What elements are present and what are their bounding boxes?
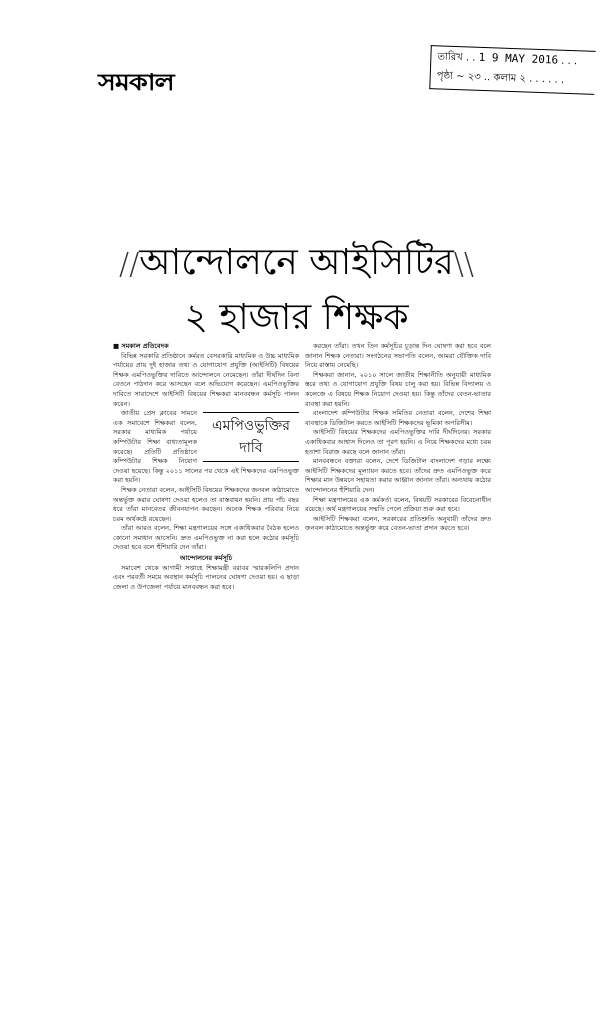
article-column-2: [305, 342, 491, 534]
stamp-column-value: ২: [519, 73, 527, 85]
article-column-1: [113, 342, 299, 592]
stamp-page-value: ২৩: [467, 71, 481, 83]
paragraph: শিক্ষা মন্ত্রণালয়ের এক কর্মকর্তা বলেন, বিষয়টি সরকারের বিবেচনাধীন রয়েছে। অর্থ মন্ত্রণালয়ের সম্মতি পেলে প্রক্রিয়া শুরু করা হবে।: [305, 495, 491, 514]
pull-quote: [203, 412, 299, 462]
paragraph: সমাবেশ থেকে আগামী সপ্তাহে শিক্ষামন্ত্রী বরাবর স্মারকলিপি প্রদান এবং পরবর্তী সময়ে অবস্থান কর্মসূচি পালনের ঘোষণা দেওয়া হয়। এ ছাড়া জেলা ও উপজেলা পর্যায়ে মানববন্ধন করা হবে।: [113, 563, 299, 591]
paragraph: বিভিন্ন সরকারি প্রতিষ্ঠানে কর্মরত বেসরকারি মাধ্যমিক ও উচ্চ মাধ্যমিক পর্যায়ের প্রায় দুই হাজার তথ্য ও যোগাযোগ প্রযুক্তি (আইসিটি) বিষয়ের শিক্ষক এমপিওভুক্তির দাবিতে আন্দোলনে নেমেছেন। তাঁরা দীর্ঘদিন বিনা বেতনে পাঠদান করে আসছেন বলে অভিযোগ করেছেন। এমপিওভুক্তির দাবিতে সারাদেশে আইসিটি বিষয়ের শিক্ষকরা মানববন্ধন কর্মসূচি পালন করেন।: [113, 351, 299, 408]
highlight-mark-right: \\: [453, 247, 474, 282]
highlight-mark-left: //: [119, 247, 140, 282]
paragraph: মানববন্ধনে বক্তারা বলেন, দেশে ডিজিটাল বাংলাদেশ গড়ার লক্ষ্যে আইসিটি শিক্ষকদের মূল্যায়ন করতে হবে। তাঁদের দ্রুত এমপিওভুক্ত করে শিক্ষার মান উন্নয়নে সহায়তা করার আহ্বান জানান তাঁরা। অন্যথায় কঠোর আন্দোলনের হুঁশিয়ারি দেন।: [305, 457, 491, 494]
stamp-date-value: 1 9 MAY 2016: [478, 50, 559, 67]
date-stamp: [429, 45, 595, 95]
stamp-column-label: কলাম: [493, 72, 517, 85]
paragraph: আইসিটি বিষয়ের শিক্ষকদের এমপিওভুক্তির দাবি দীর্ঘদিনের। সরকার একাধিকবার আশ্বাস দিলেও তা পূরণ হয়নি। এ নিয়ে শিক্ষকদের মধ্যে চরম হতাশা বিরাজ করছে বলে জানান তাঁরা।: [305, 428, 491, 456]
paragraph: আইসিটি শিক্ষকরা বলেন, সরকারের প্রতিশ্রুতি অনুযায়ী তাঁদের দ্রুত জনবল কাঠামোতে অন্তর্ভুক্ত করে বেতন-ভাতা প্রদান করতে হবে।: [305, 514, 491, 533]
pull-quote-line-2: দাবি: [239, 440, 263, 457]
headline-line-2: ২ হাজার শিক্ষক: [184, 297, 409, 338]
paragraph: করছেন তাঁরা। তখন তিন কর্মসূচির চূড়ান্ত দিন ঘোষণা করা হবে বলে জানান শিক্ষক নেতারা। সংগঠনের সভাপতি বলেন, আমরা যৌক্তিক দাবি নিয়ে রাস্তায় নেমেছি।: [305, 342, 491, 370]
paragraph: জাতীয় প্রেস ক্লাবের সামনে এক সমাবেশে শিক্ষকরা বলেন, সরকার মাধ্যমিক পর্যায়ে কম্পিউটার শিক্ষা বাধ্যতামূলক করেছে। প্রতিটি প্রতিষ্ঠানে কম্পিউটার শিক্ষক নিয়োগ দেওয়া হয়েছে। কিন্তু ২০১১ সালের পর থেকে এই শিক্ষকদের এমপিওভুক্ত করা হয়নি।: [113, 409, 299, 485]
paragraph: শিক্ষকরা জানান, ২০১০ সালে জাতীয় শিক্ষানীতি অনুযায়ী মাধ্যমিক স্তরে তথ্য ও যোগাযোগ প্রযুক্তি বিষয় চালু করা হয়। বিভিন্ন বিদ্যালয় ও কলেজে এ বিষয়ে শিক্ষক নিয়োগ দেওয়া হয়। কিন্তু তাঁদের বেতন-ভাতার ব্যবস্থা করা হয়নি।: [305, 370, 491, 408]
stamp-date-label: তারিখ: [437, 51, 463, 64]
paragraph: শিক্ষক নেতারা বলেন, আইসিটি বিষয়ের শিক্ষকদের জনবল কাঠামোতে অন্তর্ভুক্ত করার ঘোষণা দেওয়া হলেও তা বাস্তবায়ন হয়নি। প্রায় পাঁচ বছর ধরে তাঁরা মানবেতর জীবনযাপন করছেন। অনেক শিক্ষক পরিবার নিয়ে চরম অর্থকষ্টে রয়েছেন।: [113, 485, 300, 523]
headline-line-1-text: আন্দোলনে আইসিটির: [139, 242, 454, 283]
pull-quote-line-1: এমপিওভুক্তির: [212, 418, 290, 435]
stamp-date-row: তারিখ . . 1 9 MAY 2016 . . .: [437, 50, 578, 68]
byline: ■ সমকাল প্রতিবেদক: [113, 342, 169, 350]
newspaper-masthead: সমকাল: [98, 69, 174, 96]
stamp-page-row: পৃষ্ঠা ~ ২৩ .. কলাম ২ . . . . . .: [436, 70, 565, 86]
paragraph: তাঁরা আরও বলেন, শিক্ষা মন্ত্রণালয়ের সঙ্গে একাধিকবার বৈঠক হলেও কোনো সমাধান আসেনি। দ্রুত এমপিওভুক্ত না করা হলে কঠোর কর্মসূচি দেওয়া হবে বলে হুঁশিয়ারি দেন তাঁরা।: [113, 524, 299, 552]
paragraph: বাংলাদেশ কম্পিউটার শিক্ষক সমিতির নেতারা বলেন, দেশের শিক্ষা ব্যবস্থাকে ডিজিটাল করতে আইসিটি শিক্ষকদের ভূমিকা অপরিসীম।: [305, 409, 491, 427]
headline-line-1: [0, 243, 603, 285]
stamp-page-label: পৃষ্ঠা: [436, 70, 454, 82]
subheading: আন্দোলনের কর্মসূচি: [179, 554, 233, 563]
